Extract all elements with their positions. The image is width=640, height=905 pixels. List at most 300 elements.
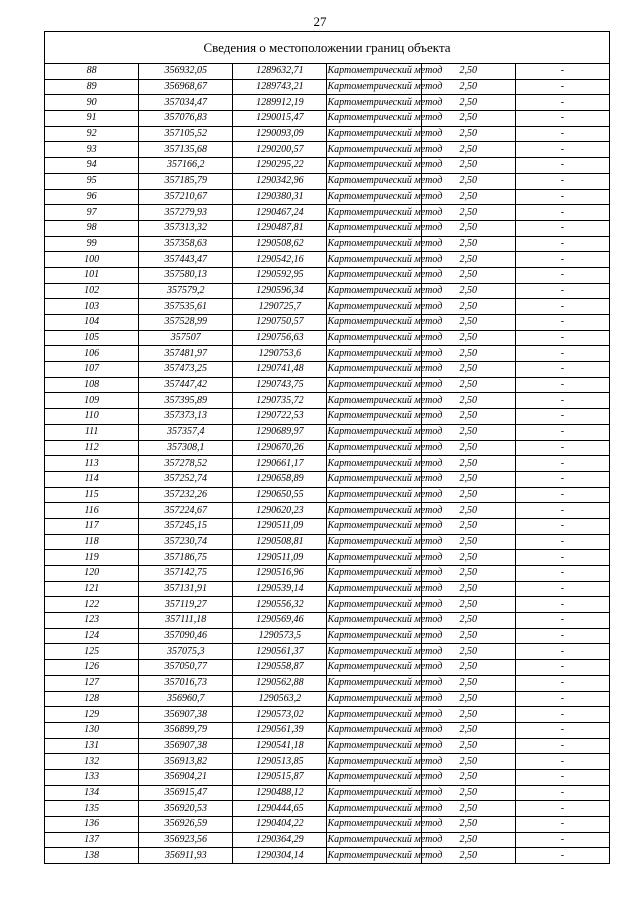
description-cell: - xyxy=(515,832,609,848)
table-row xyxy=(45,252,610,268)
table-row xyxy=(45,707,610,723)
description-cell: - xyxy=(515,173,609,189)
point-number-cell: 94 xyxy=(45,158,139,174)
table-row xyxy=(45,111,610,127)
description-cell: - xyxy=(515,220,609,236)
description-cell: - xyxy=(515,393,609,409)
x-coordinate-cell: 357135,68 xyxy=(139,142,233,158)
page-number: 27 xyxy=(313,14,327,29)
y-coordinate-cell: 1290558,87 xyxy=(233,660,327,676)
x-coordinate-cell: 357447,42 xyxy=(139,377,233,393)
y-coordinate-cell: 1290556,32 xyxy=(233,597,327,613)
x-coordinate-cell: 357076,83 xyxy=(139,111,233,127)
table-row xyxy=(45,409,610,425)
method-cell: Картометрический метод xyxy=(327,79,421,95)
y-coordinate-cell: 1290569,46 xyxy=(233,613,327,629)
method-cell: Картометрический метод xyxy=(327,660,421,676)
point-number-cell: 130 xyxy=(45,722,139,738)
accuracy-cell: 2,50 xyxy=(421,644,515,660)
accuracy-cell: 2,50 xyxy=(421,518,515,534)
y-coordinate-cell: 1290596,34 xyxy=(233,283,327,299)
method-cell: Картометрический метод xyxy=(327,267,421,283)
method-cell: Картометрический метод xyxy=(327,424,421,440)
point-number-cell: 121 xyxy=(45,581,139,597)
accuracy-cell: 2,50 xyxy=(421,707,515,723)
y-coordinate-cell: 1290513,85 xyxy=(233,754,327,770)
x-coordinate-cell: 357075,3 xyxy=(139,644,233,660)
point-number-cell: 112 xyxy=(45,440,139,456)
accuracy-cell: 2,50 xyxy=(421,64,515,80)
method-cell: Картометрический метод xyxy=(327,299,421,315)
method-cell: Картометрический метод xyxy=(327,691,421,707)
description-cell: - xyxy=(515,707,609,723)
point-number-cell: 100 xyxy=(45,252,139,268)
y-coordinate-cell: 1290722,53 xyxy=(233,409,327,425)
table-row xyxy=(45,534,610,550)
accuracy-cell: 2,50 xyxy=(421,660,515,676)
method-cell: Картометрический метод xyxy=(327,566,421,582)
y-coordinate-cell: 1290725,7 xyxy=(233,299,327,315)
method-cell: Картометрический метод xyxy=(327,738,421,754)
point-number-cell: 114 xyxy=(45,471,139,487)
y-coordinate-cell: 1290753,6 xyxy=(233,346,327,362)
method-cell: Картометрический метод xyxy=(327,189,421,205)
table-title: Сведения о местоположении границ объекта xyxy=(45,32,610,64)
x-coordinate-cell: 356907,38 xyxy=(139,738,233,754)
description-cell: - xyxy=(515,801,609,817)
x-coordinate-cell: 357313,32 xyxy=(139,220,233,236)
point-number-cell: 105 xyxy=(45,330,139,346)
method-cell: Картометрический метод xyxy=(327,173,421,189)
point-number-cell: 133 xyxy=(45,769,139,785)
method-cell: Картометрический метод xyxy=(327,487,421,503)
table-row xyxy=(45,173,610,189)
table-row xyxy=(45,440,610,456)
y-coordinate-cell: 1290511,09 xyxy=(233,518,327,534)
table-row xyxy=(45,550,610,566)
method-cell: Картометрический метод xyxy=(327,409,421,425)
accuracy-cell: 2,50 xyxy=(421,785,515,801)
x-coordinate-cell: 357481,97 xyxy=(139,346,233,362)
point-number-cell: 99 xyxy=(45,236,139,252)
point-number-cell: 131 xyxy=(45,738,139,754)
y-coordinate-cell: 1290364,29 xyxy=(233,832,327,848)
y-coordinate-cell: 1290689,97 xyxy=(233,424,327,440)
point-number-cell: 113 xyxy=(45,456,139,472)
table-row xyxy=(45,518,610,534)
method-cell: Картометрический метод xyxy=(327,644,421,660)
point-number-cell: 123 xyxy=(45,613,139,629)
method-cell: Картометрический метод xyxy=(327,534,421,550)
y-coordinate-cell: 1290488,12 xyxy=(233,785,327,801)
method-cell: Картометрический метод xyxy=(327,848,421,864)
accuracy-cell: 2,50 xyxy=(421,613,515,629)
table-row xyxy=(45,613,610,629)
method-cell: Картометрический метод xyxy=(327,330,421,346)
point-number-cell: 127 xyxy=(45,675,139,691)
y-coordinate-cell: 1290304,14 xyxy=(233,848,327,864)
table-row xyxy=(45,299,610,315)
accuracy-cell: 2,50 xyxy=(421,267,515,283)
accuracy-cell: 2,50 xyxy=(421,769,515,785)
accuracy-cell: 2,50 xyxy=(421,330,515,346)
point-number-cell: 92 xyxy=(45,126,139,142)
y-coordinate-cell: 1289912,19 xyxy=(233,95,327,111)
description-cell: - xyxy=(515,503,609,519)
table-row xyxy=(45,817,610,833)
accuracy-cell: 2,50 xyxy=(421,283,515,299)
description-cell: - xyxy=(515,456,609,472)
description-cell: - xyxy=(515,409,609,425)
table-row xyxy=(45,64,610,80)
point-number-cell: 110 xyxy=(45,409,139,425)
method-cell: Картометрический метод xyxy=(327,801,421,817)
x-coordinate-cell: 356913,82 xyxy=(139,754,233,770)
description-cell: - xyxy=(515,79,609,95)
x-coordinate-cell: 357580,13 xyxy=(139,267,233,283)
point-number-cell: 97 xyxy=(45,205,139,221)
description-cell: - xyxy=(515,205,609,221)
table-row xyxy=(45,801,610,817)
point-number-cell: 103 xyxy=(45,299,139,315)
y-coordinate-cell: 1290741,48 xyxy=(233,362,327,378)
accuracy-cell: 2,50 xyxy=(421,299,515,315)
y-coordinate-cell: 1290342,96 xyxy=(233,173,327,189)
point-number-cell: 120 xyxy=(45,566,139,582)
table-row xyxy=(45,785,610,801)
point-number-cell: 104 xyxy=(45,315,139,331)
method-cell: Картометрический метод xyxy=(327,754,421,770)
description-cell: - xyxy=(515,487,609,503)
x-coordinate-cell: 356926,59 xyxy=(139,817,233,833)
table-row xyxy=(45,79,610,95)
description-cell: - xyxy=(515,440,609,456)
x-coordinate-cell: 357308,1 xyxy=(139,440,233,456)
y-coordinate-cell: 1290380,31 xyxy=(233,189,327,205)
y-coordinate-cell: 1290487,81 xyxy=(233,220,327,236)
y-coordinate-cell: 1290661,17 xyxy=(233,456,327,472)
y-coordinate-cell: 1290561,39 xyxy=(233,722,327,738)
accuracy-cell: 2,50 xyxy=(421,832,515,848)
accuracy-cell: 2,50 xyxy=(421,456,515,472)
method-cell: Картометрический метод xyxy=(327,628,421,644)
y-coordinate-cell: 1290563,2 xyxy=(233,691,327,707)
method-cell: Картометрический метод xyxy=(327,550,421,566)
x-coordinate-cell: 357185,79 xyxy=(139,173,233,189)
accuracy-cell: 2,50 xyxy=(421,550,515,566)
table-row xyxy=(45,691,610,707)
y-coordinate-cell: 1290573,5 xyxy=(233,628,327,644)
point-number-cell: 107 xyxy=(45,362,139,378)
description-cell: - xyxy=(515,236,609,252)
x-coordinate-cell: 357358,63 xyxy=(139,236,233,252)
method-cell: Картометрический метод xyxy=(327,707,421,723)
y-coordinate-cell: 1290200,57 xyxy=(233,142,327,158)
y-coordinate-cell: 1290735,72 xyxy=(233,393,327,409)
y-coordinate-cell: 1290541,18 xyxy=(233,738,327,754)
method-cell: Картометрический метод xyxy=(327,817,421,833)
description-cell: - xyxy=(515,377,609,393)
accuracy-cell: 2,50 xyxy=(421,126,515,142)
table-row xyxy=(45,377,610,393)
x-coordinate-cell: 357278,52 xyxy=(139,456,233,472)
y-coordinate-cell: 1290750,57 xyxy=(233,315,327,331)
x-coordinate-cell: 357232,26 xyxy=(139,487,233,503)
y-coordinate-cell: 1290562,88 xyxy=(233,675,327,691)
point-number-cell: 124 xyxy=(45,628,139,644)
accuracy-cell: 2,50 xyxy=(421,566,515,582)
accuracy-cell: 2,50 xyxy=(421,801,515,817)
description-cell: - xyxy=(515,315,609,331)
x-coordinate-cell: 357142,75 xyxy=(139,566,233,582)
table-body xyxy=(45,32,610,864)
accuracy-cell: 2,50 xyxy=(421,220,515,236)
point-number-cell: 89 xyxy=(45,79,139,95)
description-cell: - xyxy=(515,754,609,770)
accuracy-cell: 2,50 xyxy=(421,534,515,550)
x-coordinate-cell: 357210,67 xyxy=(139,189,233,205)
x-coordinate-cell: 357090,46 xyxy=(139,628,233,644)
point-number-cell: 115 xyxy=(45,487,139,503)
accuracy-cell: 2,50 xyxy=(421,817,515,833)
description-cell: - xyxy=(515,597,609,613)
table-row xyxy=(45,236,610,252)
point-number-cell: 129 xyxy=(45,707,139,723)
x-coordinate-cell: 357373,13 xyxy=(139,409,233,425)
y-coordinate-cell: 1290542,16 xyxy=(233,252,327,268)
point-number-cell: 96 xyxy=(45,189,139,205)
accuracy-cell: 2,50 xyxy=(421,377,515,393)
method-cell: Картометрический метод xyxy=(327,252,421,268)
description-cell: - xyxy=(515,64,609,80)
x-coordinate-cell: 357050,77 xyxy=(139,660,233,676)
method-cell: Картометрический метод xyxy=(327,111,421,127)
table-title-row xyxy=(45,32,610,64)
point-number-cell: 91 xyxy=(45,111,139,127)
x-coordinate-cell: 357245,15 xyxy=(139,518,233,534)
y-coordinate-cell: 1290516,96 xyxy=(233,566,327,582)
method-cell: Картометрический метод xyxy=(327,346,421,362)
table-row xyxy=(45,848,610,864)
x-coordinate-cell: 357357,4 xyxy=(139,424,233,440)
table-row xyxy=(45,471,610,487)
method-cell: Картометрический метод xyxy=(327,142,421,158)
accuracy-cell: 2,50 xyxy=(421,158,515,174)
point-number-cell: 122 xyxy=(45,597,139,613)
x-coordinate-cell: 356920,53 xyxy=(139,801,233,817)
x-coordinate-cell: 357105,52 xyxy=(139,126,233,142)
table-row xyxy=(45,330,610,346)
y-coordinate-cell: 1290620,23 xyxy=(233,503,327,519)
point-number-cell: 95 xyxy=(45,173,139,189)
y-coordinate-cell: 1290561,37 xyxy=(233,644,327,660)
table-row xyxy=(45,566,610,582)
table-row xyxy=(45,644,610,660)
description-cell: - xyxy=(515,283,609,299)
accuracy-cell: 2,50 xyxy=(421,738,515,754)
method-cell: Картометрический метод xyxy=(327,785,421,801)
x-coordinate-cell: 357166,2 xyxy=(139,158,233,174)
point-number-cell: 106 xyxy=(45,346,139,362)
description-cell: - xyxy=(515,817,609,833)
accuracy-cell: 2,50 xyxy=(421,487,515,503)
accuracy-cell: 2,50 xyxy=(421,79,515,95)
x-coordinate-cell: 357507 xyxy=(139,330,233,346)
x-coordinate-cell: 356899,79 xyxy=(139,722,233,738)
description-cell: - xyxy=(515,424,609,440)
method-cell: Картометрический метод xyxy=(327,158,421,174)
table-row xyxy=(45,722,610,738)
description-cell: - xyxy=(515,675,609,691)
description-cell: - xyxy=(515,660,609,676)
point-number-cell: 116 xyxy=(45,503,139,519)
accuracy-cell: 2,50 xyxy=(421,252,515,268)
y-coordinate-cell: 1290650,55 xyxy=(233,487,327,503)
description-cell: - xyxy=(515,111,609,127)
table-row xyxy=(45,660,610,676)
description-cell: - xyxy=(515,628,609,644)
accuracy-cell: 2,50 xyxy=(421,675,515,691)
x-coordinate-cell: 356915,47 xyxy=(139,785,233,801)
method-cell: Картометрический метод xyxy=(327,315,421,331)
x-coordinate-cell: 356968,67 xyxy=(139,79,233,95)
y-coordinate-cell: 1290592,95 xyxy=(233,267,327,283)
table-row xyxy=(45,126,610,142)
accuracy-cell: 2,50 xyxy=(421,393,515,409)
x-coordinate-cell: 357443,47 xyxy=(139,252,233,268)
x-coordinate-cell: 357535,61 xyxy=(139,299,233,315)
accuracy-cell: 2,50 xyxy=(421,95,515,111)
method-cell: Картометрический метод xyxy=(327,722,421,738)
accuracy-cell: 2,50 xyxy=(421,754,515,770)
x-coordinate-cell: 357224,67 xyxy=(139,503,233,519)
description-cell: - xyxy=(515,581,609,597)
table-row xyxy=(45,362,610,378)
point-number-cell: 90 xyxy=(45,95,139,111)
description-cell: - xyxy=(515,644,609,660)
point-number-cell: 138 xyxy=(45,848,139,864)
accuracy-cell: 2,50 xyxy=(421,691,515,707)
method-cell: Картометрический метод xyxy=(327,377,421,393)
table-row xyxy=(45,393,610,409)
y-coordinate-cell: 1290539,14 xyxy=(233,581,327,597)
point-number-cell: 93 xyxy=(45,142,139,158)
description-cell: - xyxy=(515,613,609,629)
table-row xyxy=(45,487,610,503)
accuracy-cell: 2,50 xyxy=(421,315,515,331)
table-row xyxy=(45,283,610,299)
point-number-cell: 126 xyxy=(45,660,139,676)
point-number-cell: 128 xyxy=(45,691,139,707)
x-coordinate-cell: 356907,38 xyxy=(139,707,233,723)
accuracy-cell: 2,50 xyxy=(421,424,515,440)
description-cell: - xyxy=(515,471,609,487)
table-row xyxy=(45,738,610,754)
description-cell: - xyxy=(515,722,609,738)
y-coordinate-cell: 1290444,65 xyxy=(233,801,327,817)
table-row xyxy=(45,315,610,331)
method-cell: Картометрический метод xyxy=(327,832,421,848)
point-number-cell: 119 xyxy=(45,550,139,566)
table-row xyxy=(45,628,610,644)
table-row xyxy=(45,267,610,283)
x-coordinate-cell: 357579,2 xyxy=(139,283,233,299)
accuracy-cell: 2,50 xyxy=(421,236,515,252)
method-cell: Картометрический метод xyxy=(327,220,421,236)
y-coordinate-cell: 1290404,22 xyxy=(233,817,327,833)
description-cell: - xyxy=(515,769,609,785)
accuracy-cell: 2,50 xyxy=(421,189,515,205)
method-cell: Картометрический метод xyxy=(327,64,421,80)
method-cell: Картометрический метод xyxy=(327,362,421,378)
description-cell: - xyxy=(515,518,609,534)
table-row xyxy=(45,769,610,785)
method-cell: Картометрический метод xyxy=(327,95,421,111)
description-cell: - xyxy=(515,738,609,754)
accuracy-cell: 2,50 xyxy=(421,142,515,158)
y-coordinate-cell: 1290515,87 xyxy=(233,769,327,785)
table-row xyxy=(45,424,610,440)
point-number-cell: 98 xyxy=(45,220,139,236)
x-coordinate-cell: 357252,74 xyxy=(139,471,233,487)
x-coordinate-cell: 356960,7 xyxy=(139,691,233,707)
table-row xyxy=(45,754,610,770)
description-cell: - xyxy=(515,330,609,346)
accuracy-cell: 2,50 xyxy=(421,346,515,362)
method-cell: Картометрический метод xyxy=(327,440,421,456)
description-cell: - xyxy=(515,346,609,362)
y-coordinate-cell: 1290670,26 xyxy=(233,440,327,456)
table-row xyxy=(45,675,610,691)
table-row xyxy=(45,205,610,221)
point-number-cell: 109 xyxy=(45,393,139,409)
accuracy-cell: 2,50 xyxy=(421,111,515,127)
x-coordinate-cell: 357473,25 xyxy=(139,362,233,378)
table-row xyxy=(45,503,610,519)
method-cell: Картометрический метод xyxy=(327,283,421,299)
x-coordinate-cell: 357034,47 xyxy=(139,95,233,111)
description-cell: - xyxy=(515,95,609,111)
x-coordinate-cell: 357528,99 xyxy=(139,315,233,331)
accuracy-cell: 2,50 xyxy=(421,440,515,456)
accuracy-cell: 2,50 xyxy=(421,205,515,221)
y-coordinate-cell: 1290508,81 xyxy=(233,534,327,550)
method-cell: Картометрический метод xyxy=(327,581,421,597)
x-coordinate-cell: 357395,89 xyxy=(139,393,233,409)
x-coordinate-cell: 356911,93 xyxy=(139,848,233,864)
description-cell: - xyxy=(515,126,609,142)
y-coordinate-cell: 1290508,62 xyxy=(233,236,327,252)
boundary-coordinates-table xyxy=(44,31,610,864)
y-coordinate-cell: 1290743,75 xyxy=(233,377,327,393)
point-number-cell: 117 xyxy=(45,518,139,534)
x-coordinate-cell: 357119,27 xyxy=(139,597,233,613)
accuracy-cell: 2,50 xyxy=(421,581,515,597)
description-cell: - xyxy=(515,566,609,582)
description-cell: - xyxy=(515,158,609,174)
table-row xyxy=(45,220,610,236)
table-row xyxy=(45,142,610,158)
description-cell: - xyxy=(515,299,609,315)
description-cell: - xyxy=(515,362,609,378)
method-cell: Картометрический метод xyxy=(327,471,421,487)
y-coordinate-cell: 1290295,22 xyxy=(233,158,327,174)
description-cell: - xyxy=(515,142,609,158)
x-coordinate-cell: 356932,05 xyxy=(139,64,233,80)
point-number-cell: 136 xyxy=(45,817,139,833)
y-coordinate-cell: 1289743,21 xyxy=(233,79,327,95)
point-number-cell: 132 xyxy=(45,754,139,770)
